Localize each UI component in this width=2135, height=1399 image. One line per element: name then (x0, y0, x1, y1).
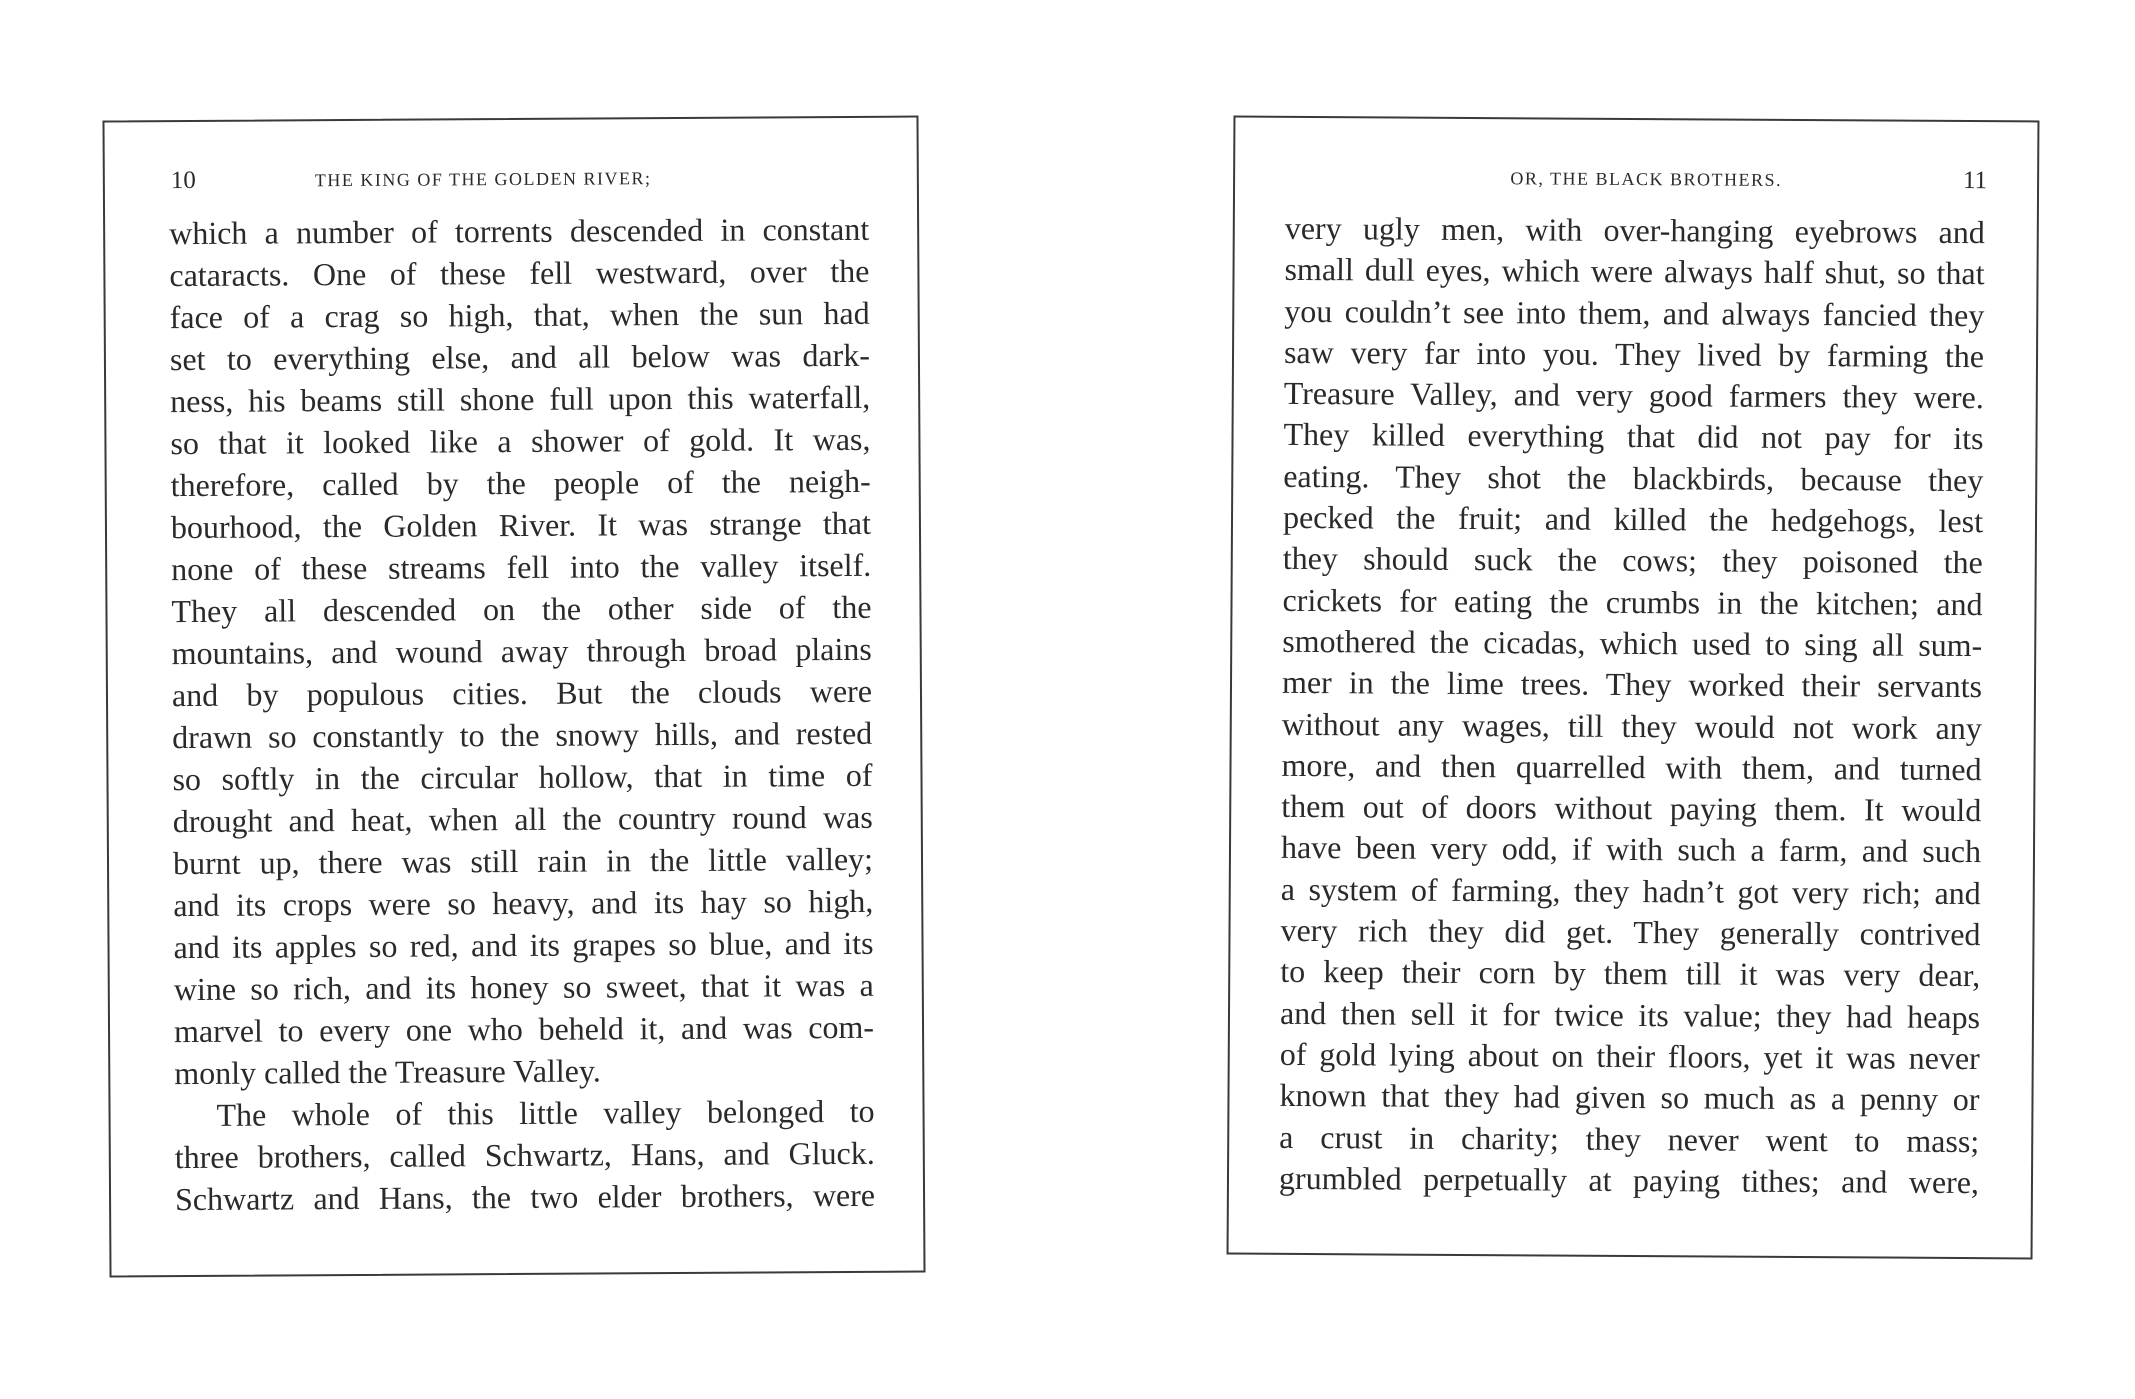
text-line: crickets for eating the crumbs in the kitchen; and (1282, 581, 1983, 622)
text-line: drawn so constantly to the snowy hills, and rested (172, 714, 873, 756)
text-line: a crust in charity; they never went to mass; (1279, 1118, 1980, 1159)
right-running-title: OR, THE BLACK BROTHERS. (1510, 168, 1783, 190)
text-line: set to everything else, and all below was dark- (169, 336, 871, 378)
text-line: monly called the Treasure Valley. (174, 1052, 601, 1092)
text-line: they should suck the cows; they poisoned the (1282, 540, 1983, 581)
text-line: and its crops were so heavy, and its hay so high, (173, 882, 874, 924)
text-line: grumbled perpetually at paying tithes; and were, (1278, 1159, 1980, 1200)
text-line: mer in the lime trees. They worked their servants (1281, 664, 1983, 705)
text-line: and its apples so red, and its grapes so blue, and its (173, 924, 874, 966)
text-line: to keep their corn by them till it was very dear, (1280, 953, 1981, 994)
text-line: Schwartz and Hans, the two elder brothers, were (174, 1176, 876, 1218)
text-line: face of a crag so high, that, when the sun had (169, 294, 870, 336)
text-line: have been very odd, if with such a farm, and such (1280, 829, 1982, 870)
left-page (102, 116, 925, 1278)
text-line: ness, his beams still shone full upon this waterfall, (170, 378, 871, 420)
text-line: saw very far into you. They lived by farming the (1283, 333, 1985, 375)
text-line: more, and then quarrelled with them, and turned (1281, 746, 1982, 787)
text-line: drought and heat, when all the country round was (172, 798, 873, 840)
text-line: very ugly men, with over-hanging eyebrows and (1284, 209, 1985, 251)
text-line: bourhood, the Golden River. It was strange that (170, 504, 872, 546)
text-line: and then sell it for twice its value; they had heaps (1279, 994, 1981, 1035)
right-page (1227, 116, 2040, 1260)
left-page-number: 10 (170, 166, 196, 195)
left-running-head (105, 160, 917, 199)
right-running-head (1235, 160, 2037, 199)
left-body-text (169, 208, 875, 1220)
left-running-title: THE KING OF THE GOLDEN RIVER; (314, 168, 652, 191)
text-line: marvel to every one who beheld it, and was com- (173, 1008, 875, 1050)
text-line: eating. They shot the blackbirds, because they (1283, 457, 1984, 498)
text-line: cataracts. One of these fell westward, over the (169, 252, 870, 294)
text-line: Treasure Valley, and very good farmers they were. (1283, 375, 1984, 416)
text-line: small dull eyes, which were always half shut, so that (1284, 251, 1985, 292)
text-line: three brothers, called Schwartz, Hans, and Gluck. (174, 1134, 875, 1176)
text-line: They all descended on the other side of the (171, 588, 872, 630)
text-line: none of these streams fell into the valley itself. (171, 546, 872, 588)
text-line: therefore, called by the people of the neigh- (170, 462, 871, 504)
text-line: very rich they did get. They generally contrived (1280, 911, 1981, 953)
text-line: so that it looked like a shower of gold. It was, (170, 420, 871, 462)
text-line: wine so rich, and its honey so sweet, that it was a (173, 966, 874, 1008)
text-line: so softly in the circular hollow, that in time of (172, 756, 873, 798)
text-line: smothered the cicadas, which used to sing all sum- (1282, 622, 1983, 664)
text-line: you couldn’t see into them, and always fancied they (1284, 292, 1985, 333)
right-body-text (1279, 208, 1985, 1203)
text-line: They killed everything that did not pay for its (1283, 416, 1984, 457)
text-line: which a number of torrents descended in constant (169, 210, 870, 252)
text-line: a system of farming, they hadn’t got very rich; and (1280, 870, 1981, 911)
text-line: of gold lying about on their floors, yet it was never (1279, 1035, 1980, 1077)
right-page-number: 11 (1962, 167, 1988, 195)
text-line: them out of doors without paying them. It would (1281, 788, 1982, 829)
text-line: pecked the fruit; and killed the hedgehogs, lest (1282, 498, 1984, 540)
text-line: without any wages, till they would not work any (1281, 705, 1982, 746)
text-line: known that they had given so much as a penny or (1279, 1077, 1980, 1118)
text-line: burnt up, there was still rain in the little valley; (172, 840, 874, 882)
text-line: and by populous cities. But the clouds were (171, 672, 873, 714)
text-line: The whole of this little valley belonged to (216, 1092, 875, 1133)
text-line: mountains, and wound away through broad plains (171, 630, 872, 672)
